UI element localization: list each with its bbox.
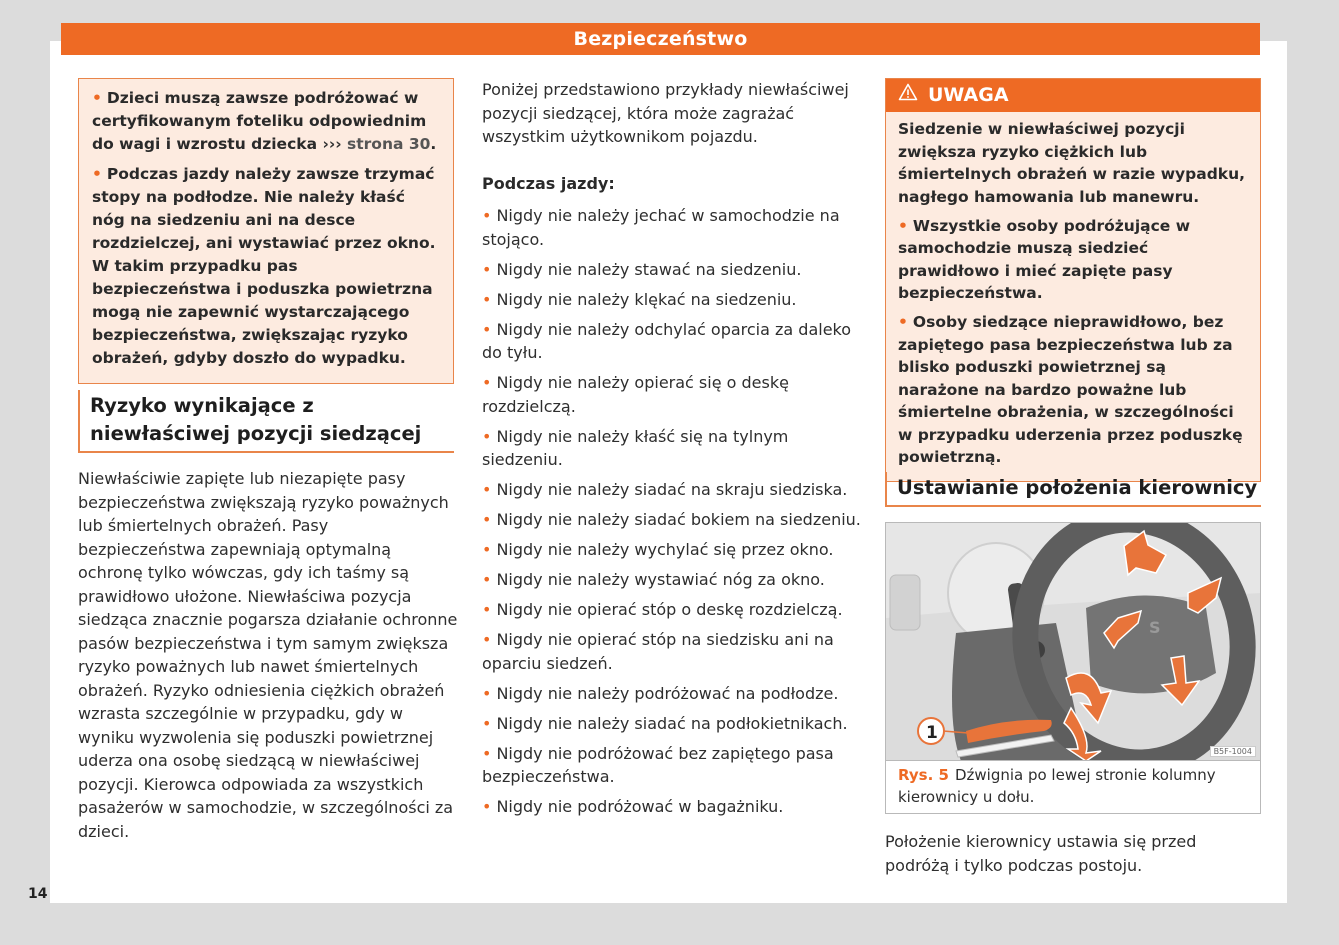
- bullet-icon: •: [482, 540, 492, 559]
- bullet-icon: •: [482, 426, 492, 446]
- link-arrows-icon: ›››: [322, 135, 342, 153]
- body-paragraph-steering: Położenie kierownicy ustawia się przed podróżą i tylko podczas postoju.: [885, 832, 1197, 875]
- note-box: [78, 78, 454, 384]
- bullet-icon: •: [482, 480, 492, 499]
- list-item: • Nigdy nie należy siadać na skraju siedziska.: [482, 480, 848, 499]
- bullet-icon: •: [482, 206, 492, 225]
- bullet-icon: •: [92, 89, 102, 107]
- bullet-icon: •: [482, 510, 492, 529]
- list-item: • Nigdy nie należy siadać na podłokietnikach.: [482, 713, 848, 733]
- section-heading-seating-risk: Ryzyko wynikające z niewłaściwej pozycji siedzącej: [78, 390, 454, 453]
- note-item: • Podczas jazdy należy zawsze trzymać stopy na podłodze. Nie należy kłaść nóg na siedzeniu ani na desce rozdzielczej, ani wystawiać przez okno. W takim przypadku pas bezpieczeństwa i poduszka powietrzna mogą nie zapewnić wystarczającego bezpieczeństwa, zwiększając ryzyko obrażeń, gdyby doszło do wypadku.: [92, 165, 436, 367]
- bullet-icon: •: [898, 216, 908, 235]
- list-item: • Nigdy nie należy wystawiać nóg za okno.: [482, 570, 825, 589]
- list-item: • Nigdy nie należy kłaść się na tylnym siedzeniu.: [482, 426, 789, 469]
- warning-lead: Siedzenie w niewłaściwej pozycji zwiększa ryzyko ciężkich lub śmiertelnych obrażeń w razie wypadku, nagłego hamowania lub manewru.: [898, 120, 1246, 206]
- list-item: • Nigdy nie podróżować bez zapiętego pasa bezpieczeństwa.: [482, 743, 834, 786]
- figure-label: Rys. 5: [898, 766, 949, 784]
- list-item: • Nigdy nie należy klękać na siedzeniu.: [482, 289, 797, 309]
- warning-header: [886, 79, 1260, 112]
- page-reference-link[interactable]: strona 30: [347, 135, 431, 153]
- list-item: • Nigdy nie należy wychylać się przez okno.: [482, 540, 834, 559]
- figure-steering-wheel: [885, 522, 1261, 814]
- bullet-icon: •: [482, 570, 492, 589]
- bullet-icon: •: [482, 713, 492, 733]
- steering-wheel-illustration: [886, 523, 1260, 761]
- body-paragraph: Niewłaściwie zapięte lub niezapięte pasy bezpieczeństwa zwiększają ryzyko poważnych lub śmiertelnych obrażeń. Pasy bezpieczeństwa zapewniają optymalną ochronę tylko wówczas, gdy ich taśmy są prawidłowo ułożone. Niewłaściwa pozycja siedząca znacznie pogarsza działanie ochronne pasów bezpieczeństwa i tym samym zwiększa ryzyko poważnych lub nawet śmiertelnych obrażeń. Ryzyko odniesienia ciężkich obrażeń wzrasta szczególnie w przypadku, gdy w wyniku wyzwolenia się poduszki powietrznej uderza ona osobę siedzącą w niewłaściwej pozycji. Kierowca odpowiada za wszystkich pasażerów w samochodzie, w szczególności za dzieci.: [78, 469, 458, 841]
- bullet-icon: •: [482, 797, 492, 816]
- bullet-icon: •: [482, 743, 492, 763]
- figure-caption-text: Dźwignia po lewej stronie kolumny kierownicy u dołu.: [898, 766, 1216, 806]
- warning-box: [885, 78, 1261, 482]
- bullet-icon: •: [482, 289, 492, 309]
- bullet-icon: •: [482, 600, 492, 619]
- list-item: • Nigdy nie należy opierać się o deskę rozdzielczą.: [482, 373, 789, 416]
- warning-title: UWAGA: [928, 84, 1009, 106]
- bullet-icon: •: [482, 259, 492, 279]
- list-item: • Nigdy nie opierać stóp o deskę rozdzielczą.: [482, 600, 843, 619]
- bullet-icon: •: [92, 165, 102, 183]
- warning-item: • Wszystkie osoby podróżujące w samochodzie muszą siedzieć prawidłowo i mieć zapięte pasy bezpieczeństwa.: [898, 216, 1191, 302]
- figure-caption: [886, 761, 1260, 813]
- bullet-icon: •: [482, 630, 492, 649]
- list-item: • Nigdy nie należy jechać w samochodzie na stojąco.: [482, 206, 840, 249]
- figure-code: B5F-1004: [1210, 746, 1256, 757]
- note-item: • Dzieci muszą zawsze podróżować w certyfikowanym foteliku odpowiednim do wagi i wzrostu dziecka ››› strona 30.: [92, 89, 437, 153]
- warning-item: • Osoby siedzące nieprawidłowo, bez zapiętego pasa bezpieczeństwa lub za blisko poduszki powietrznej są narażone na bardzo poważne lub śmiertelne obrażenia, w szczególności w przypadku uderzenia przez poduszkę powietrzną.: [898, 313, 1243, 466]
- bullet-icon: •: [898, 313, 908, 331]
- list-item: • Nigdy nie podróżować w bagażniku.: [482, 797, 784, 816]
- list-item: • Nigdy nie należy odchylać oparcia za daleko do tyłu.: [482, 319, 852, 362]
- section-header-bar: [61, 23, 1260, 55]
- section-title: Bezpieczeństwo: [573, 28, 748, 50]
- bullet-icon: •: [482, 683, 492, 703]
- section-heading-steering-wheel: Ustawianie położenia kierownicy: [885, 472, 1261, 507]
- svg-text:1: 1: [926, 723, 938, 743]
- bullet-icon: •: [482, 373, 492, 392]
- steering-wheel-drawing: [886, 523, 1260, 761]
- list-item: • Nigdy nie należy stawać na siedzeniu.: [482, 259, 802, 279]
- list-item: • Nigdy nie należy siadać bokiem na siedzeniu.: [482, 510, 861, 529]
- svg-text:S: S: [1149, 618, 1161, 637]
- intro-paragraph: Poniżej przedstawiono przykłady niewłaściwej pozycji siedzącej, która może zagrażać wszystkim użytkownikom pojazdu.: [482, 80, 849, 146]
- bullet-icon: •: [482, 319, 492, 339]
- warning-body: [886, 112, 1260, 481]
- page-number: 14: [28, 886, 48, 902]
- warning-triangle-icon: [898, 79, 918, 112]
- list-item: • Nigdy nie należy podróżować na podłodze.: [482, 683, 839, 703]
- subheading-while-driving: Podczas jazdy:: [482, 174, 615, 193]
- prohibitions-list: [482, 204, 862, 825]
- list-item: • Nigdy nie opierać stóp na siedzisku ani na oparciu siedzeń.: [482, 630, 834, 673]
